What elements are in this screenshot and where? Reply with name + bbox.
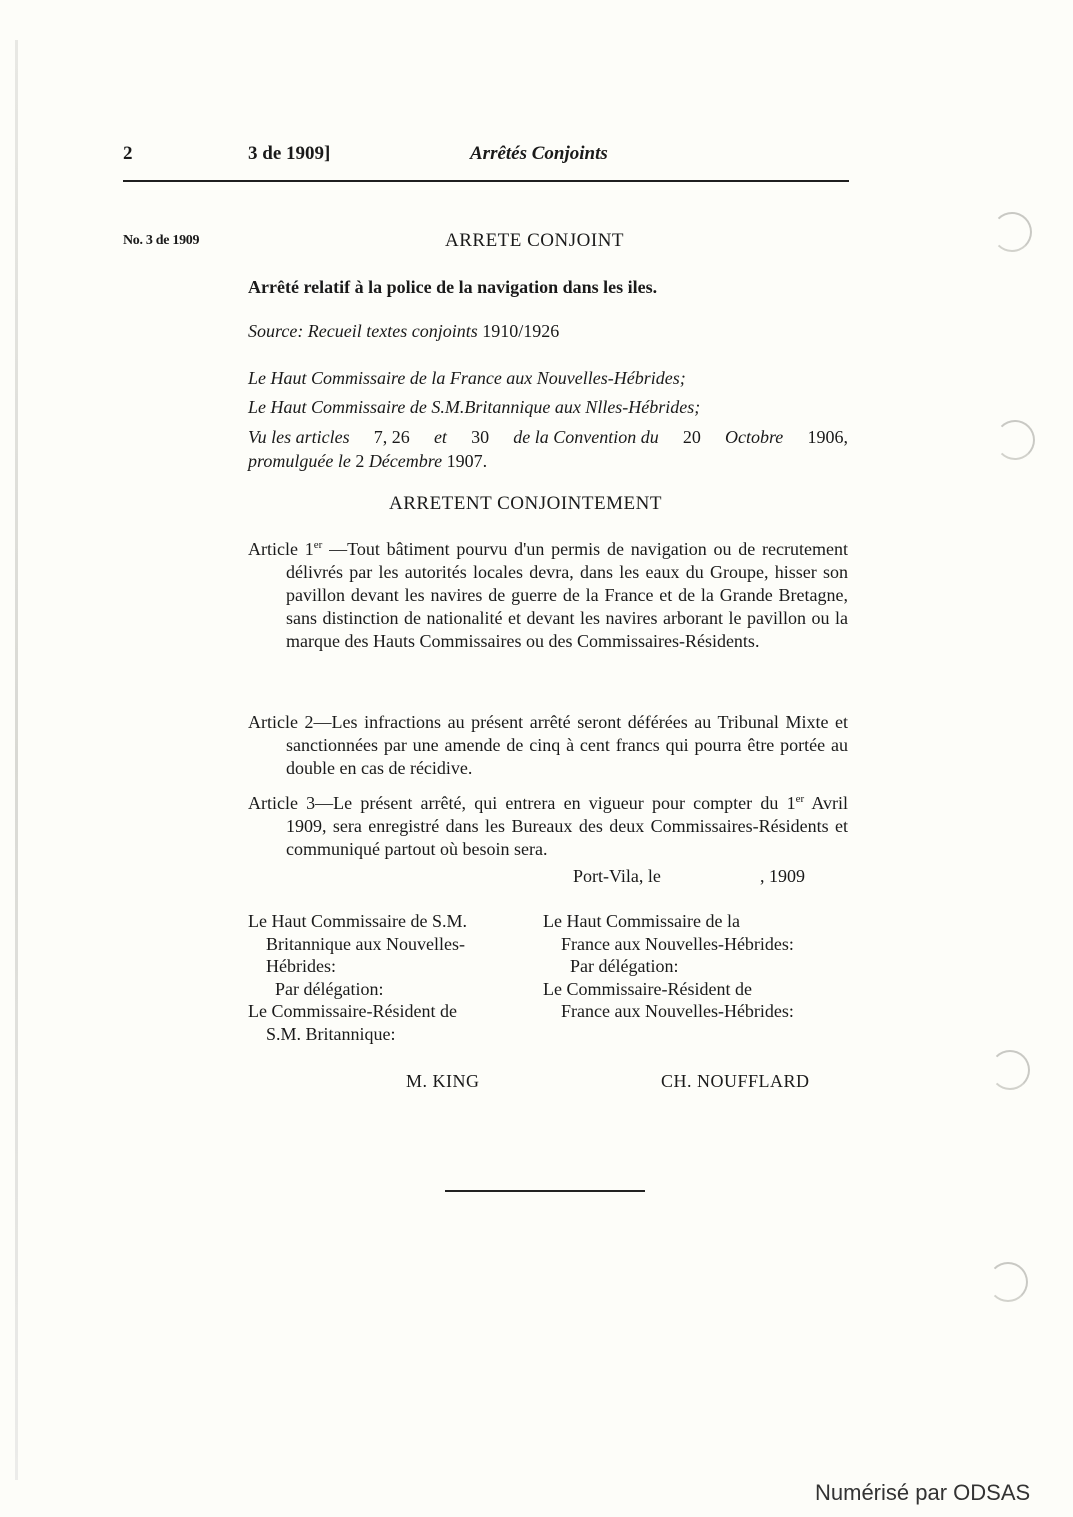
- page-edge-shadow: [15, 40, 18, 1480]
- source-label: Source: Recueil textes conjoints: [248, 321, 478, 341]
- binder-hole: [990, 1050, 1030, 1090]
- article-1-label: Article 1: [248, 539, 314, 559]
- date-year: , 1909: [760, 866, 805, 886]
- preamble-line-4: [248, 451, 487, 472]
- digitization-footer: Numérisé par ODSAS: [815, 1480, 1031, 1505]
- preamble-line-1: Le Haut Commissaire de la France aux Nouvelles-Hébrides;: [248, 368, 686, 388]
- preamble-text: de la Convention du: [513, 427, 659, 447]
- signature-name-left: M. KING: [406, 1071, 480, 1091]
- preamble-number: 1907.: [446, 451, 488, 471]
- subject-line: Arrêté relatif à la police de la navigation dans les iles.: [248, 277, 658, 297]
- article-2: Article 2—Les infractions au présent arrêté seront déférées au Tribunal Mixte et sanctionnées par une amende de cinq à cent francs qui pourra être portée au double en cas de récidive.: [248, 712, 848, 778]
- preamble-number: 2: [355, 451, 365, 471]
- margin-note: No. 3 de 1909: [123, 233, 200, 248]
- preamble-text: Décembre: [368, 451, 443, 471]
- decree-heading: ARRETENT CONJOINTEMENT: [389, 493, 662, 514]
- signature-name-right: CH. NOUFFLARD: [661, 1071, 810, 1091]
- binder-hole: [995, 420, 1035, 460]
- binder-hole: [988, 1262, 1028, 1302]
- binder-hole: [992, 212, 1032, 252]
- superscript: er: [313, 539, 323, 551]
- superscript: er: [795, 793, 805, 805]
- signatory-right: Le Haut Commissaire de la France aux Nouvelles-Hébrides: Par délégation: Le Commissaire-Résident de France aux Nouvelles-Hébrides:: [543, 911, 794, 1021]
- running-title: Arrêtés Conjoints: [470, 143, 608, 164]
- preamble-number: 30: [471, 427, 490, 447]
- end-rule: [445, 1190, 645, 1192]
- source-value: 1910/1926: [482, 321, 560, 341]
- preamble-text: promulguée le: [248, 451, 351, 471]
- preamble-number: 7, 26: [373, 427, 410, 447]
- preamble-number: 1906,: [807, 427, 848, 447]
- signatory-left: Le Haut Commissaire de S.M. Britannique aux Nouvelles- Hébrides: Par délégation: Le Commissaire-Résident de S.M. Britannique:: [248, 911, 467, 1044]
- article-1: [248, 538, 848, 653]
- article-3-text: Avril 1909, sera enregistré dans les Bureaux des deux Commissaires-Résidents et communiqué partout où besoin sera.: [286, 793, 848, 859]
- header-rule: [123, 180, 849, 182]
- preamble-line-2: Le Haut Commissaire de S.M.Britannique aux Nlles-Hébrides;: [248, 397, 701, 417]
- page-number: 2: [123, 143, 133, 164]
- document-heading: ARRETE CONJOINT: [445, 230, 625, 251]
- article-3: [248, 792, 848, 861]
- preamble-line-3: [248, 427, 848, 448]
- article-1-text: —Tout bâtiment pourvu d'un permis de navigation ou de recrutement délivrés par les autorités locales devra, dans les eaux du Groupe, hisser son pavillon devant les navires de guerre de la France et de la Grande Bretagne, sans distinction de nationalité et devant les navires arborant le pavillon ou la marque des Hauts Commissaires ou des Commissaires-Résidents.: [286, 539, 848, 651]
- source-line: [248, 321, 559, 342]
- preamble-text: Octobre: [724, 427, 784, 447]
- place-label: Port-Vila, le: [573, 866, 661, 886]
- preamble-number: 20: [682, 427, 701, 447]
- article-3-lead: Article 3—Le présent arrêté, qui entrera en vigueur pour compter du 1: [248, 793, 796, 813]
- header-reference: 3 de 1909]: [248, 143, 331, 164]
- preamble-text: et: [433, 427, 447, 447]
- preamble-text: Vu les articles: [248, 427, 350, 447]
